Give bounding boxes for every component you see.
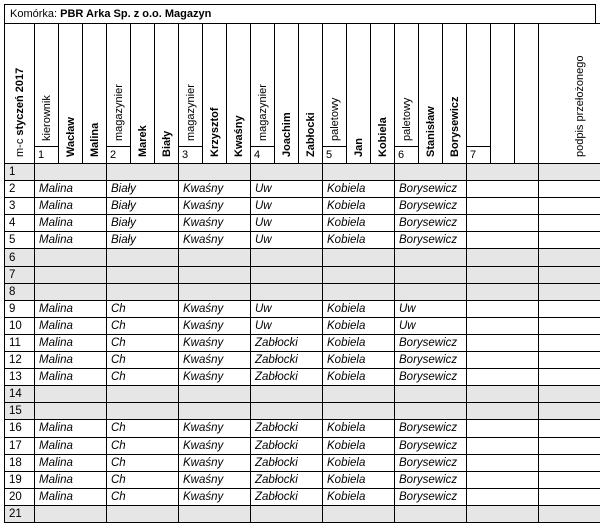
group-role-header: paletowy 6 (395, 24, 419, 164)
shift-cell[interactable] (467, 403, 539, 420)
signature-cell[interactable] (539, 471, 600, 488)
signature-cell[interactable] (539, 369, 600, 386)
group-last-name-header: Kobiela (371, 24, 395, 164)
group-first-name-header: Jan (347, 24, 371, 164)
shift-cell[interactable] (395, 403, 467, 420)
shift-cell[interactable]: Malina (35, 198, 107, 215)
shift-cell[interactable]: Borysewicz (395, 420, 467, 437)
header-row (5, 24, 600, 164)
table-row (5, 403, 600, 420)
shift-cell[interactable]: Zabłocki (251, 471, 323, 488)
shift-cell[interactable]: Zabłocki (251, 352, 323, 369)
shift-cell[interactable]: Uw (251, 181, 323, 198)
shift-cell[interactable] (323, 403, 395, 420)
shift-cell[interactable] (107, 249, 179, 266)
shift-cell[interactable] (179, 386, 251, 403)
shift-cell[interactable]: Kwaśny (179, 317, 251, 334)
shift-cell[interactable] (35, 386, 107, 403)
shift-cell[interactable] (467, 232, 539, 249)
shift-cell[interactable]: Malina (35, 488, 107, 505)
shift-cell[interactable] (107, 283, 179, 300)
day-number: 2 (5, 181, 35, 198)
group-number: 4 (251, 146, 274, 163)
shift-cell[interactable] (395, 266, 467, 283)
day-number: 5 (5, 232, 35, 249)
shift-cell[interactable] (179, 283, 251, 300)
signature-cell[interactable] (539, 283, 600, 300)
shift-cell[interactable]: Malina (35, 215, 107, 232)
signature-cell[interactable] (539, 164, 600, 181)
shift-cell[interactable] (251, 505, 323, 522)
shift-cell[interactable] (467, 420, 539, 437)
shift-cell[interactable]: Malina (35, 471, 107, 488)
shift-cell[interactable]: Ch (107, 471, 179, 488)
group-last-name-header: Kwaśny (227, 24, 251, 164)
shift-cell[interactable]: Kobiela (323, 352, 395, 369)
shift-cell[interactable]: Biały (107, 181, 179, 198)
shift-cell[interactable] (179, 164, 251, 181)
cell-title (4, 4, 596, 23)
shift-cell[interactable]: Malina (35, 300, 107, 317)
shift-cell[interactable]: Biały (107, 198, 179, 215)
day-number: 18 (5, 454, 35, 471)
group-role-header: paletowy 5 (323, 24, 347, 164)
shift-cell[interactable]: Kwaśny (179, 488, 251, 505)
shift-cell[interactable]: Kobiela (323, 334, 395, 351)
group-last-name-header (515, 24, 539, 164)
shift-cell[interactable] (179, 249, 251, 266)
shift-cell[interactable]: Ch (107, 334, 179, 351)
cell-label: Komórka: (10, 8, 57, 20)
shift-cell[interactable] (395, 164, 467, 181)
shift-cell[interactable]: Ch (107, 369, 179, 386)
shift-cell[interactable] (251, 249, 323, 266)
shift-cell[interactable] (179, 403, 251, 420)
shift-cell[interactable]: Kwaśny (179, 454, 251, 471)
group-number: 3 (179, 146, 202, 163)
day-number: 11 (5, 334, 35, 351)
shift-cell[interactable] (467, 369, 539, 386)
shift-cell[interactable] (467, 266, 539, 283)
shift-cell[interactable] (323, 386, 395, 403)
signature-cell[interactable] (539, 403, 600, 420)
table-row (5, 488, 600, 505)
shift-cell[interactable]: Kwaśny (179, 352, 251, 369)
signature-cell[interactable] (539, 505, 600, 522)
shift-cell[interactable]: Kobiela (323, 454, 395, 471)
shift-cell[interactable] (395, 283, 467, 300)
shift-cell[interactable]: Uw (251, 198, 323, 215)
shift-cell[interactable] (179, 505, 251, 522)
shift-cell[interactable] (107, 505, 179, 522)
shift-cell[interactable]: Kobiela (323, 300, 395, 317)
day-number: 21 (5, 505, 35, 522)
shift-cell[interactable]: Kobiela (323, 369, 395, 386)
group-first-name-header: Joachim (275, 24, 299, 164)
shift-cell[interactable] (35, 249, 107, 266)
shift-cell[interactable]: Malina (35, 420, 107, 437)
shift-cell[interactable]: Malina (35, 437, 107, 454)
shift-cell[interactable] (467, 386, 539, 403)
shift-cell[interactable]: Zabłocki (251, 454, 323, 471)
shift-cell[interactable] (35, 283, 107, 300)
group-first-name-header: Wacław (59, 24, 83, 164)
signature-cell[interactable] (539, 334, 600, 351)
day-number: 17 (5, 437, 35, 454)
group-number: 2 (107, 146, 130, 163)
day-number: 6 (5, 249, 35, 266)
shift-cell[interactable]: Biały (107, 232, 179, 249)
shift-cell[interactable]: Ch (107, 488, 179, 505)
signature-cell[interactable] (539, 420, 600, 437)
shift-cell[interactable] (467, 300, 539, 317)
shift-cell[interactable]: Malina (35, 352, 107, 369)
table-row (5, 266, 600, 283)
day-number: 3 (5, 198, 35, 215)
shift-cell[interactable] (467, 283, 539, 300)
shift-cell[interactable]: Borysewicz (395, 454, 467, 471)
shift-cell[interactable]: Borysewicz (395, 232, 467, 249)
group-last-name-header: Zabłocki (299, 24, 323, 164)
shift-cell[interactable]: Borysewicz (395, 488, 467, 505)
shift-cell[interactable]: Uw (251, 317, 323, 334)
signature-cell[interactable] (539, 198, 600, 215)
day-number: 13 (5, 369, 35, 386)
table-row (5, 198, 600, 215)
day-number: 20 (5, 488, 35, 505)
day-number: 1 (5, 164, 35, 181)
shift-cell[interactable] (467, 488, 539, 505)
signature-cell[interactable] (539, 266, 600, 283)
signature-header: podpis przełożonego (539, 24, 600, 164)
signature-cell[interactable] (539, 454, 600, 471)
shift-cell[interactable]: Zabłocki (251, 488, 323, 505)
shift-cell[interactable]: Zabłocki (251, 334, 323, 351)
group-last-name-header: Biały (155, 24, 179, 164)
shift-cell[interactable] (467, 505, 539, 522)
table-row (5, 471, 600, 488)
shift-cell[interactable] (323, 283, 395, 300)
day-number: 15 (5, 403, 35, 420)
shift-cell[interactable] (107, 403, 179, 420)
day-number: 4 (5, 215, 35, 232)
signature-cell[interactable] (539, 437, 600, 454)
shift-cell[interactable]: Kobiela (323, 215, 395, 232)
shift-cell[interactable]: Malina (35, 181, 107, 198)
signature-cell[interactable] (539, 488, 600, 505)
group-role-header: kierownik 1 (35, 24, 59, 164)
shift-cell[interactable] (395, 505, 467, 522)
table-row (5, 317, 600, 334)
table-row (5, 283, 600, 300)
shift-cell[interactable]: Ch (107, 317, 179, 334)
shift-cell[interactable]: Zabłocki (251, 420, 323, 437)
shift-cell[interactable]: Kwaśny (179, 300, 251, 317)
group-role-header (467, 24, 491, 164)
group-first-name-header: Marek (131, 24, 155, 164)
shift-cell[interactable]: Kwaśny (179, 181, 251, 198)
shift-cell[interactable]: Borysewicz (395, 471, 467, 488)
group-number: 6 (395, 146, 418, 163)
shift-cell[interactable] (251, 386, 323, 403)
shift-cell[interactable] (35, 266, 107, 283)
day-number: 10 (5, 317, 35, 334)
shift-cell[interactable] (467, 317, 539, 334)
signature-cell[interactable] (539, 232, 600, 249)
table-row (5, 352, 600, 369)
shift-cell[interactable] (467, 471, 539, 488)
shift-cell[interactable] (467, 215, 539, 232)
cell-value: PBR Arka Sp. z o.o. Magazyn (60, 8, 211, 20)
group-last-name-header: Malina (83, 24, 107, 164)
shift-cell[interactable]: Kobiela (323, 488, 395, 505)
shift-cell[interactable]: Kwaśny (179, 437, 251, 454)
shift-cell[interactable]: Ch (107, 420, 179, 437)
shift-cell[interactable]: Kwaśny (179, 215, 251, 232)
shift-cell[interactable] (35, 164, 107, 181)
table-row (5, 215, 600, 232)
group-number: 5 (323, 146, 346, 163)
group-role-header: magazynier 4 (251, 24, 275, 164)
table-row (5, 300, 600, 317)
shift-cell[interactable] (251, 283, 323, 300)
shift-cell[interactable]: Ch (107, 352, 179, 369)
table-row (5, 420, 600, 437)
day-number: 12 (5, 352, 35, 369)
shift-cell[interactable]: Kobiela (323, 198, 395, 215)
shift-cell[interactable]: Borysewicz (395, 369, 467, 386)
signature-cell[interactable] (539, 249, 600, 266)
shift-cell[interactable] (35, 505, 107, 522)
shift-cell[interactable]: Uw (251, 215, 323, 232)
table-row (5, 386, 600, 403)
shift-cell[interactable]: Ch (107, 300, 179, 317)
shift-cell[interactable]: Zabłocki (251, 437, 323, 454)
group-role-header: magazynier 3 (179, 24, 203, 164)
table-row (5, 437, 600, 454)
shift-cell[interactable] (395, 386, 467, 403)
shift-cell[interactable]: Malina (35, 317, 107, 334)
shift-cell[interactable]: Borysewicz (395, 181, 467, 198)
shift-cell[interactable]: Borysewicz (395, 352, 467, 369)
shift-cell[interactable] (323, 249, 395, 266)
group-role-header: magazynier 2 (107, 24, 131, 164)
shift-cell[interactable]: Kobiela (323, 471, 395, 488)
shift-cell[interactable] (251, 266, 323, 283)
shift-cell[interactable]: Kwaśny (179, 471, 251, 488)
day-number: 16 (5, 420, 35, 437)
shift-cell[interactable]: Malina (35, 334, 107, 351)
day-number: 19 (5, 471, 35, 488)
schedule-table (4, 23, 600, 523)
signature-cell[interactable] (539, 181, 600, 198)
shift-cell[interactable]: Kwaśny (179, 198, 251, 215)
month-header: m-c styczeń 2017 (5, 24, 35, 164)
shift-cell[interactable] (467, 454, 539, 471)
shift-cell[interactable] (467, 164, 539, 181)
day-number: 9 (5, 300, 35, 317)
shift-cell[interactable]: Kobiela (323, 420, 395, 437)
shift-cell[interactable]: Borysewicz (395, 437, 467, 454)
signature-cell[interactable] (539, 300, 600, 317)
group-first-name-header: Stanisław (419, 24, 443, 164)
group-number: 7 (467, 146, 490, 163)
table-row (5, 334, 600, 351)
shift-cell[interactable] (323, 505, 395, 522)
shift-cell[interactable]: Biały (107, 215, 179, 232)
signature-cell[interactable] (539, 317, 600, 334)
signature-cell[interactable] (539, 352, 600, 369)
shift-cell[interactable] (467, 249, 539, 266)
shift-cell[interactable]: Borysewicz (395, 334, 467, 351)
group-number: 1 (35, 146, 58, 163)
shift-cell[interactable] (323, 266, 395, 283)
shift-cell[interactable]: Ch (107, 454, 179, 471)
shift-cell[interactable]: Ch (107, 437, 179, 454)
signature-cell[interactable] (539, 386, 600, 403)
shift-cell[interactable]: Kobiela (323, 181, 395, 198)
shift-cell[interactable] (467, 352, 539, 369)
shift-cell[interactable]: Uw (395, 317, 467, 334)
shift-cell[interactable] (107, 266, 179, 283)
table-row (5, 454, 600, 471)
day-number: 14 (5, 386, 35, 403)
shift-cell[interactable]: Uw (395, 300, 467, 317)
shift-cell[interactable] (35, 403, 107, 420)
shift-cell[interactable]: Kwaśny (179, 420, 251, 437)
group-first-name-header: Krzysztof (203, 24, 227, 164)
shift-cell[interactable] (467, 198, 539, 215)
shift-cell[interactable]: Kwaśny (179, 334, 251, 351)
shift-cell[interactable] (107, 164, 179, 181)
shift-cell[interactable]: Kwaśny (179, 232, 251, 249)
shift-cell[interactable]: Kobiela (323, 317, 395, 334)
shift-cell[interactable] (179, 266, 251, 283)
table-row (5, 232, 600, 249)
table-row (5, 505, 600, 522)
shift-cell[interactable] (251, 164, 323, 181)
shift-cell[interactable]: Uw (251, 300, 323, 317)
shift-cell[interactable]: Malina (35, 369, 107, 386)
shift-cell[interactable] (395, 249, 467, 266)
shift-cell[interactable]: Borysewicz (395, 215, 467, 232)
shift-cell[interactable] (107, 386, 179, 403)
shift-cell[interactable]: Kobiela (323, 437, 395, 454)
signature-cell[interactable] (539, 215, 600, 232)
shift-cell[interactable]: Malina (35, 232, 107, 249)
shift-cell[interactable] (323, 164, 395, 181)
shift-cell[interactable] (467, 181, 539, 198)
table-row (5, 164, 600, 181)
shift-cell[interactable]: Kwaśny (179, 369, 251, 386)
table-row (5, 181, 600, 198)
shift-cell[interactable] (251, 403, 323, 420)
shift-cell[interactable]: Uw (251, 232, 323, 249)
shift-cell[interactable]: Kobiela (323, 232, 395, 249)
table-row (5, 369, 600, 386)
shift-cell[interactable] (467, 437, 539, 454)
shift-cell[interactable]: Malina (35, 454, 107, 471)
shift-cell[interactable]: Zabłocki (251, 369, 323, 386)
day-number: 7 (5, 266, 35, 283)
shift-cell[interactable]: Borysewicz (395, 198, 467, 215)
day-number: 8 (5, 283, 35, 300)
group-last-name-header: Borysewicz (443, 24, 467, 164)
shift-cell[interactable] (467, 334, 539, 351)
group-first-name-header (491, 24, 515, 164)
table-row (5, 249, 600, 266)
